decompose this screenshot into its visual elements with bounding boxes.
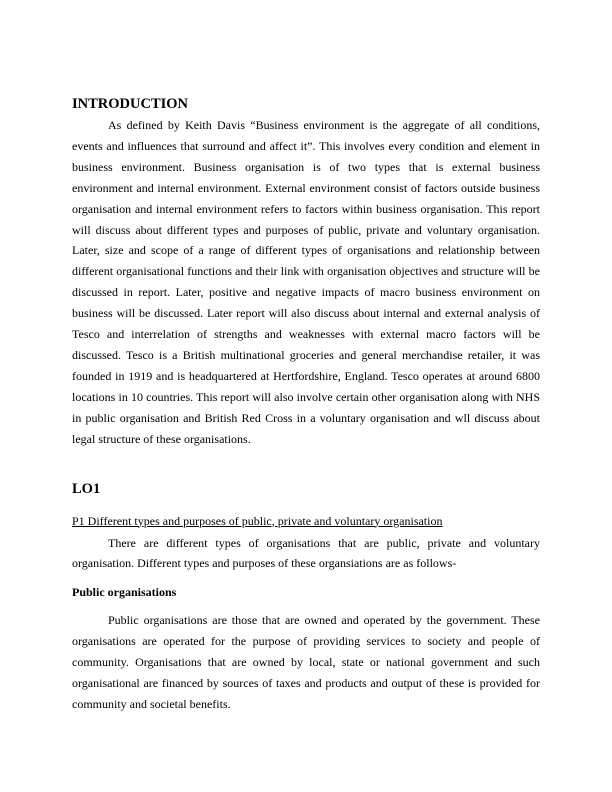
p1-subheading: P1 Different types and purposes of public, private and voluntary organisation xyxy=(72,513,443,528)
public-organisations-paragraph: Public organisations are those that are owned and operated by the government. These organisations are operated for the purpose of providing services to society and people of community. Organisations that are owned by local, state or national government and such organisational are financed by sources of taxes and products and output of these is provided for community and societal benefits. xyxy=(72,613,540,711)
p1-paragraph: There are different types of organisations that are public, private and voluntary organisation. Different types and purposes of these organsiations are as follows- xyxy=(72,535,540,571)
lo1-heading: LO1 xyxy=(72,480,101,497)
introduction-heading: INTRODUCTION xyxy=(72,96,189,112)
public-organisations-heading: Public organisations xyxy=(72,585,177,600)
introduction-paragraph: As defined by Keith Davis “Business environment is the aggregate of all conditions, events and influences that surround and affect it”. This involves every condition and element in business environment. Business organisation is of two types that is external business environment and internal environment. External environment consist of factors outside business organisation and internal environment refers to factors within business organisation. This report will discuss about different types and purposes of public, private and voluntary organisation. Later, size and scope of a range of different types of organisations and relationship between different organisational functions and their link with organisation objectives and structure will be discussed in report. Later, positive and negative impacts of macro business environment on business will be discussed. Later report will also discuss about internal and external analysis of Tesco and interrelation of strengths and weaknesses with external macro factors will be discussed. Tesco is a British multinational groceries and general merchandise retailer, it was founded in 1919 and is headquartered at Hertfordshire, England. Tesco operates at around 6800 locations in 10 countries. This report will also involve certain other organisation along with NHS in public organisation and British Red Cross in a voluntary organisation and wll discuss about legal structure of these organisations. xyxy=(72,118,540,446)
page-content xyxy=(72,95,540,715)
